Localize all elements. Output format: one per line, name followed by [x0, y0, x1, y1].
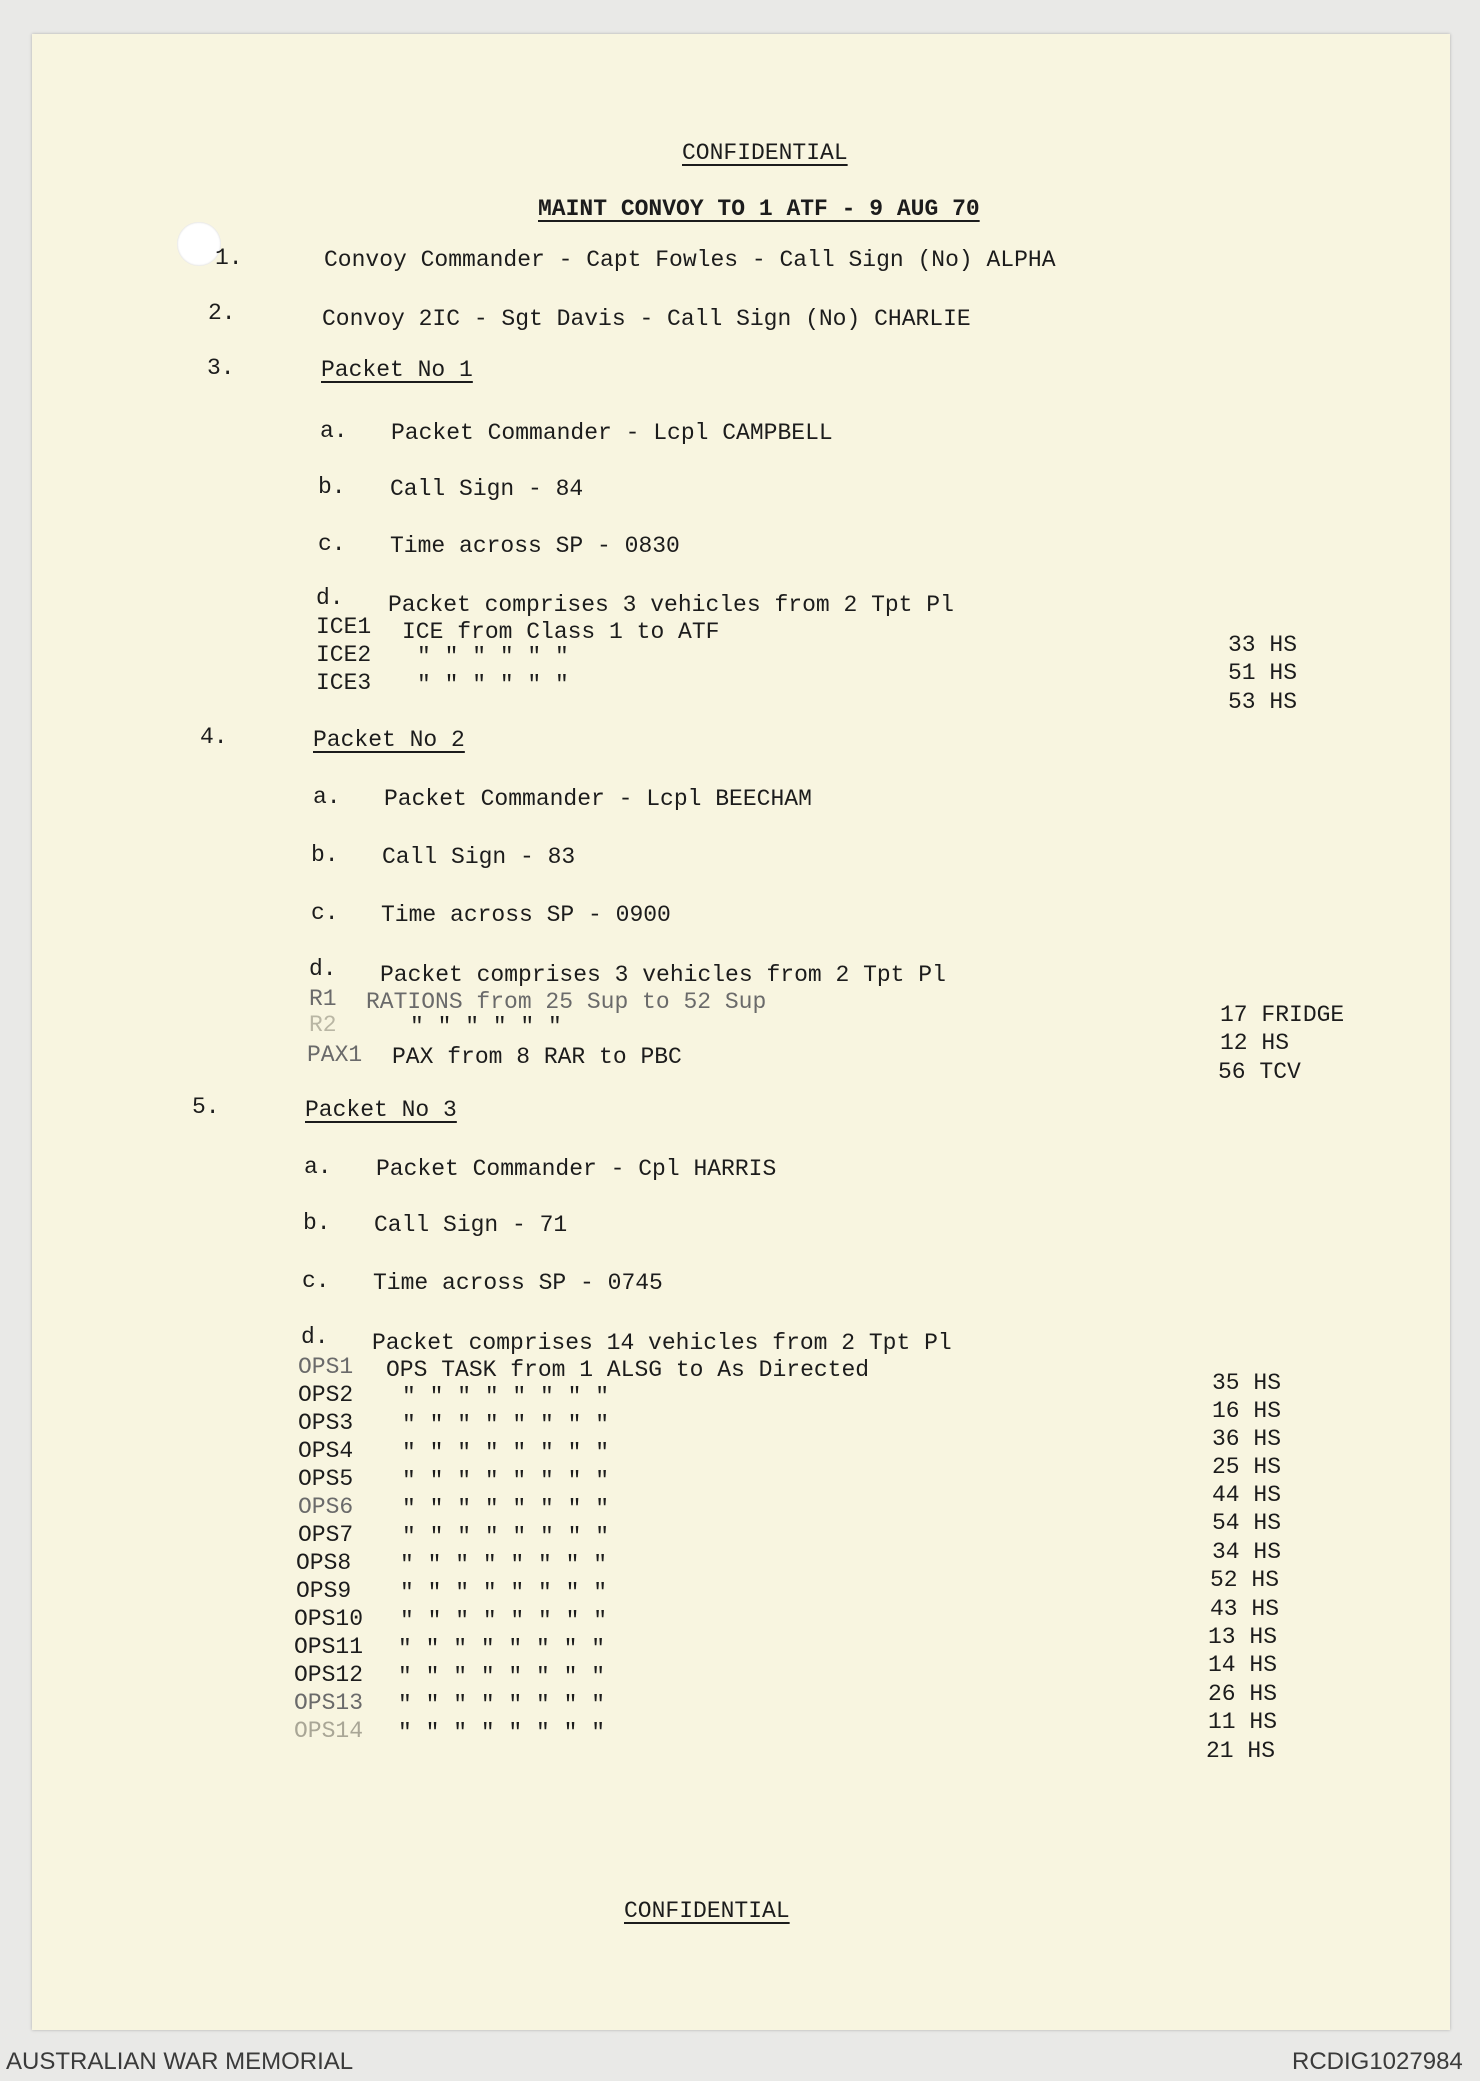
packet2-c-letter: c.: [311, 900, 339, 926]
packet3-vehicle: 16 HS: [1212, 1398, 1282, 1424]
packet3-vehicle: 43 HS: [1210, 1596, 1280, 1622]
packet1-row-code: ICE1: [316, 614, 372, 640]
packet3-comprises: Packet comprises 14 vehicles from 2 Tpt Pl: [372, 1330, 952, 1356]
packet1-vehicle: 51 HS: [1228, 660, 1298, 686]
packet3-row-code: OPS2: [298, 1382, 354, 1408]
classification-bottom: CONFIDENTIAL: [624, 1898, 790, 1924]
packet2-row-code: R2: [309, 1012, 337, 1038]
classification-top: CONFIDENTIAL: [682, 140, 848, 166]
packet1-row-code: ICE2: [316, 642, 372, 668]
packet1-time: Time across SP - 0830: [390, 533, 680, 559]
packet1-b-letter: b.: [318, 474, 346, 500]
packet3-row-desc: " " " " " " " ": [400, 1580, 608, 1606]
packet3-row-code: OPS3: [298, 1410, 354, 1436]
packet3-row-code: OPS12: [294, 1662, 364, 1688]
packet2-heading: Packet No 2: [313, 727, 465, 753]
packet3-c-letter: c.: [302, 1268, 330, 1294]
archive-id: RCDIG1027984: [1292, 2048, 1463, 2075]
packet3-vehicle: 26 HS: [1208, 1681, 1278, 1707]
packet1-comprises: Packet comprises 3 vehicles from 2 Tpt Pl: [388, 592, 954, 618]
archive-credit: AUSTRALIAN WAR MEMORIAL: [6, 2048, 354, 2075]
packet3-row-code: OPS4: [298, 1438, 354, 1464]
packet3-a-letter: a.: [304, 1154, 332, 1180]
packet3-vehicle: 34 HS: [1212, 1539, 1282, 1565]
packet3-row-desc: " " " " " " " ": [400, 1552, 608, 1578]
packet3-row-desc: " " " " " " " ": [402, 1412, 610, 1438]
packet3-row-desc: " " " " " " " ": [402, 1440, 610, 1466]
item-2-number: 2.: [208, 300, 236, 326]
document-title: MAINT CONVOY TO 1 ATF - 9 AUG 70: [538, 196, 980, 222]
packet1-call-sign: Call Sign - 84: [390, 476, 584, 502]
item-1-text: Convoy Commander - Capt Fowles - Call Sign (No) ALPHA: [324, 247, 1056, 273]
packet2-commander: Packet Commander - Lcpl BEECHAM: [384, 786, 812, 812]
packet1-vehicle: 33 HS: [1228, 632, 1298, 658]
packet1-vehicle: 53 HS: [1228, 689, 1298, 715]
packet2-vehicle: 56 TCV: [1218, 1059, 1301, 1085]
packet3-row-desc: " " " " " " " ": [398, 1720, 606, 1746]
packet3-row-code: OPS11: [294, 1634, 364, 1660]
item-1-number: 1.: [215, 245, 243, 271]
packet1-c-letter: c.: [318, 531, 346, 557]
packet2-number: 4.: [200, 724, 228, 750]
packet2-call-sign: Call Sign - 83: [382, 844, 576, 870]
item-2-text: Convoy 2IC - Sgt Davis - Call Sign (No) CHARLIE: [322, 306, 971, 332]
packet2-b-letter: b.: [311, 842, 339, 868]
packet3-vehicle: 21 HS: [1206, 1738, 1276, 1764]
packet3-row-code: OPS10: [294, 1606, 364, 1632]
packet3-heading: Packet No 3: [305, 1097, 457, 1123]
packet2-comprises: Packet comprises 3 vehicles from 2 Tpt Pl: [380, 962, 946, 988]
packet3-vehicle: 35 HS: [1212, 1370, 1282, 1396]
packet3-time: Time across SP - 0745: [373, 1270, 663, 1296]
packet3-vehicle: 36 HS: [1212, 1426, 1282, 1452]
packet3-d-letter: d.: [301, 1324, 329, 1350]
packet1-d-letter: d.: [316, 585, 344, 611]
packet3-vehicle: 11 HS: [1208, 1709, 1278, 1735]
packet1-number: 3.: [207, 355, 235, 381]
packet1-heading: Packet No 1: [321, 357, 473, 383]
packet2-vehicle: 12 HS: [1220, 1030, 1290, 1056]
packet1-row-desc: " " " " " ": [417, 672, 569, 698]
packet3-row-code: OPS1: [298, 1354, 354, 1380]
packet2-a-letter: a.: [313, 784, 341, 810]
packet3-row-code: OPS9: [296, 1578, 352, 1604]
packet3-commander: Packet Commander - Cpl HARRIS: [376, 1156, 777, 1182]
packet1-row-desc: " " " " " ": [417, 644, 569, 670]
packet3-call-sign: Call Sign - 71: [374, 1212, 568, 1238]
packet1-commander: Packet Commander - Lcpl CAMPBELL: [391, 420, 833, 446]
packet3-vehicle: 13 HS: [1208, 1624, 1278, 1650]
packet3-vehicle: 54 HS: [1212, 1510, 1282, 1536]
packet3-row-code: OPS6: [298, 1494, 354, 1520]
packet3-row-code: OPS5: [298, 1466, 354, 1492]
packet3-row-code: OPS7: [298, 1522, 354, 1548]
packet3-vehicle: 52 HS: [1210, 1567, 1280, 1593]
packet3-number: 5.: [192, 1094, 220, 1120]
packet3-vehicle: 44 HS: [1212, 1482, 1282, 1508]
packet2-row-code: PAX1: [307, 1042, 363, 1068]
packet1-a-letter: a.: [320, 418, 348, 444]
packet1-row-code: ICE3: [316, 670, 372, 696]
packet3-row-desc: OPS TASK from 1 ALSG to As Directed: [386, 1357, 870, 1383]
packet2-vehicle: 17 FRIDGE: [1220, 1002, 1345, 1028]
packet1-row-desc: ICE from Class 1 to ATF: [402, 619, 720, 645]
packet2-row-code: R1: [309, 986, 337, 1012]
packet3-row-code: OPS13: [294, 1690, 364, 1716]
packet3-row-desc: " " " " " " " ": [398, 1636, 606, 1662]
packet3-row-desc: " " " " " " " ": [398, 1692, 606, 1718]
packet3-vehicle: 14 HS: [1208, 1652, 1278, 1678]
packet3-row-desc: " " " " " " " ": [398, 1664, 606, 1690]
document-page: [32, 34, 1450, 2030]
packet2-row-desc: " " " " " ": [410, 1014, 562, 1040]
packet3-row-desc: " " " " " " " ": [402, 1496, 610, 1522]
packet2-d-letter: d.: [309, 956, 337, 982]
packet3-row-code: OPS14: [294, 1718, 364, 1744]
packet2-row-desc: PAX from 8 RAR to PBC: [392, 1044, 682, 1070]
packet3-row-code: OPS8: [296, 1550, 352, 1576]
packet3-row-desc: " " " " " " " ": [402, 1384, 610, 1410]
packet3-row-desc: " " " " " " " ": [402, 1468, 610, 1494]
packet2-time: Time across SP - 0900: [381, 902, 671, 928]
packet3-vehicle: 25 HS: [1212, 1454, 1282, 1480]
packet3-row-desc: " " " " " " " ": [402, 1524, 610, 1550]
packet2-row-desc: RATIONS from 25 Sup to 52 Sup: [366, 989, 767, 1015]
packet3-row-desc: " " " " " " " ": [400, 1608, 608, 1634]
packet3-b-letter: b.: [303, 1210, 331, 1236]
